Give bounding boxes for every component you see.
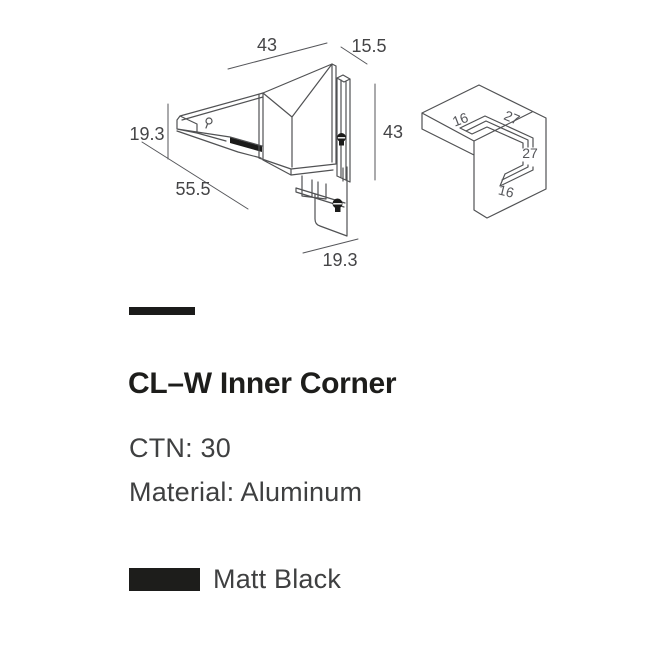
- screw-knob-upper: [337, 133, 346, 146]
- dim-top-right: 27: [501, 106, 523, 128]
- dim-right: 27: [522, 145, 538, 161]
- right-plate-outline: [337, 75, 350, 182]
- dim-depth-top-right: 15.5: [351, 36, 387, 56]
- screw-knob-lower: [333, 199, 343, 213]
- dim-top-left: 16: [450, 109, 471, 130]
- dim-bottom: 16: [496, 181, 516, 201]
- dim-length-bottom-left: 55.5: [175, 179, 211, 199]
- carton-spec: CTN: 30: [129, 433, 231, 463]
- material-spec: Material: Aluminum: [129, 477, 363, 507]
- dim-depth-bottom: 19.3: [322, 250, 358, 270]
- dim-width-top: 43: [256, 35, 278, 55]
- corner-block-outline: [259, 64, 336, 175]
- finish-row: [129, 566, 341, 593]
- dim-height-right: 43: [382, 122, 404, 142]
- right-view: [422, 85, 546, 218]
- dim-height-left: 19.3: [129, 124, 165, 144]
- product-title: CL–W Inner Corner: [128, 367, 397, 400]
- technical-drawing: [0, 0, 650, 300]
- finish-swatch: [129, 568, 200, 591]
- finish-label: Matt Black: [213, 564, 342, 594]
- screw-hole: [206, 118, 212, 124]
- accent-bar: [129, 307, 195, 315]
- left-view: [129, 35, 403, 270]
